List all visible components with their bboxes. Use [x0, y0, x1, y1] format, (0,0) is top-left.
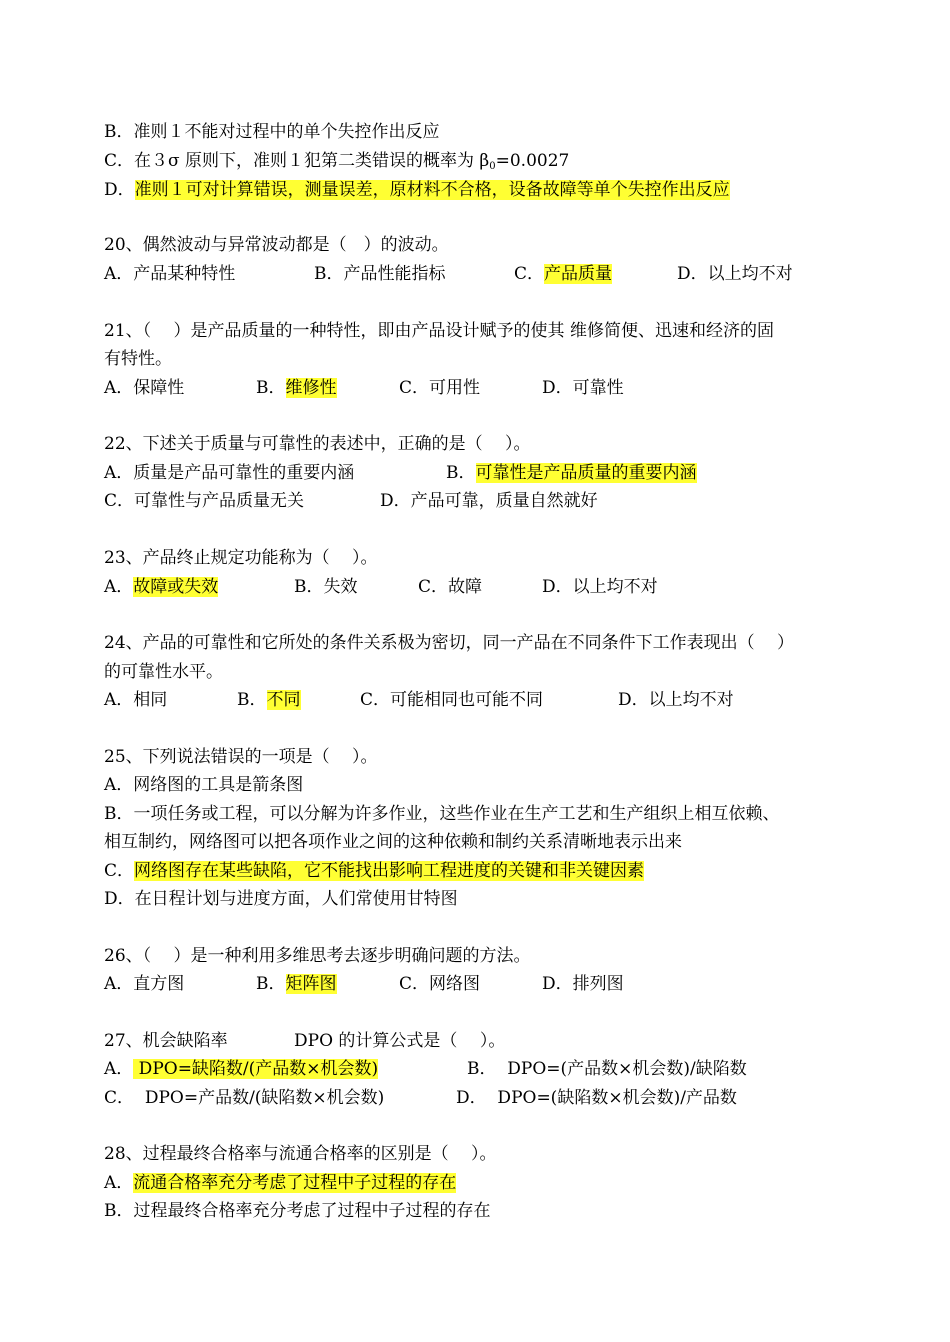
q28-option-b: B．过程最终合格率充分考虑了过程中子过程的存在 [104, 1201, 491, 1221]
answer-highlight: 可靠性是产品质量的重要内涵 [475, 463, 697, 483]
q21-option-a: A．保障性 [104, 378, 185, 398]
q24-option-a: A．相同 [104, 690, 168, 710]
q24-option-c: C．可能相同也可能不同 [360, 690, 544, 710]
q26-option-d: D．排列图 [542, 974, 624, 994]
q21-option-b: B．维修性 [256, 378, 337, 398]
q26-option-a: A．直方图 [104, 974, 185, 994]
answer-highlight: DPO=缺陷数/(产品数×机会数) [133, 1059, 379, 1079]
answer-highlight: 不同 [266, 690, 301, 710]
q25-option-d: D．在日程计划与进度方面，人们常使用甘特图 [104, 889, 458, 909]
q28-option-a: A．流通合格率充分考虑了过程中子过程的存在 [104, 1173, 457, 1193]
q27-option-a: A． DPO=缺陷数/(产品数×机会数) [104, 1059, 379, 1079]
q24-stem-line2: 的可靠性水平。 [104, 662, 223, 682]
q25-option-c: C．网络图存在某些缺陷，它不能找出影响工程进度的关键和非关键因素 [104, 861, 645, 881]
q22-option-b: B．可靠性是产品质量的重要内涵 [446, 463, 697, 483]
q23-option-c: C．故障 [418, 577, 483, 597]
answer-highlight: 故障或失效 [133, 577, 219, 597]
q27-option-c: C． DPO=产品数/(缺陷数×机会数) [104, 1088, 385, 1108]
q20-option-b: B．产品性能指标 [314, 264, 446, 284]
q27-option-b: B． DPO=(产品数×机会数)/缺陷数 [467, 1059, 747, 1079]
q22-stem: 22、下述关于质量与可靠性的表述中，正确的是（ ）。 [104, 434, 531, 454]
q22-option-a: A．质量是产品可靠性的重要内涵 [104, 463, 355, 483]
q19-option-d: D．准则１可对计算错误，测量误差，原材料不合格，设备故障等单个失控作出反应 [104, 180, 730, 200]
answer-highlight: 流通合格率充分考虑了过程中子过程的存在 [133, 1173, 457, 1193]
answer-highlight: 矩阵图 [285, 974, 337, 994]
q23-option-d: D．以上均不对 [542, 577, 658, 597]
q20-option-d: D．以上均不对 [677, 264, 793, 284]
answer-highlight: 产品质量 [544, 264, 613, 284]
q21-option-c: C．可用性 [399, 378, 481, 398]
q20-stem: 20、偶然波动与异常波动都是（ ）的波动。 [104, 235, 449, 255]
q27-stem: 27、机会缺陷率 DPO 的计算公式是（ ）。 [104, 1031, 506, 1051]
q25-option-b-line2: 相互制约，网络图可以把各项作业之间的这种依赖和制约关系清晰地表示出来 [104, 832, 682, 852]
q27-option-d: D． DPO=(缺陷数×机会数)/产品数 [456, 1088, 737, 1108]
q23-option-a: A．故障或失效 [104, 577, 219, 597]
q25-option-a: A．网络图的工具是箭条图 [104, 775, 304, 795]
answer-highlight: 维修性 [285, 378, 337, 398]
q23-option-b: B．失效 [294, 577, 358, 597]
q24-stem-line1: 24、产品的可靠性和它所处的条件关系极为密切，同一产品在不同条件下工作表现出（ ） [104, 633, 795, 653]
q24-option-d: D．以上均不对 [618, 690, 734, 710]
beta-subscript: 0 [489, 161, 496, 172]
q21-option-d: D．可靠性 [542, 378, 624, 398]
q26-option-c: C．网络图 [399, 974, 481, 994]
answer-highlight: 准则１可对计算错误，测量误差，原材料不合格，设备故障等单个失控作出反应 [134, 180, 730, 200]
q22-option-c: C．可靠性与产品质量无关 [104, 491, 305, 511]
q20-option-a: A．产品某种特性 [104, 264, 236, 284]
q22-option-d: D．产品可靠，质量自然就好 [380, 491, 598, 511]
q21-stem-line2: 有特性。 [104, 349, 172, 369]
q24-option-b: B．不同 [237, 690, 301, 710]
q21-stem-line1: 21、（ ）是产品质量的一种特性，即由产品设计赋予的使其 维修简便、迅速和经济的固 [104, 321, 774, 341]
q25-option-b-line1: B．一项任务或工程，可以分解为许多作业，这些作业在生产工艺和生产组织上相互依赖、 [104, 804, 780, 824]
q19-option-b: B．准则１不能对过程中的单个失控作出反应 [104, 122, 440, 142]
q28-stem: 28、过程最终合格率与流通合格率的区别是（ ）。 [104, 1144, 497, 1164]
q26-option-b: B．矩阵图 [256, 974, 337, 994]
answer-highlight: 网络图存在某些缺陷，它不能找出影响工程进度的关键和非关键因素 [134, 861, 645, 881]
q26-stem: 26、（ ）是一种利用多维思考去逐步明确问题的方法。 [104, 946, 531, 966]
q20-option-c: C．产品质量 [514, 264, 613, 284]
q19-option-c: C．在３σ 原则下，准则１犯第二类错误的概率为 $\beta_0=0.0027$ [104, 151, 570, 172]
q25-stem: 25、下列说法错误的一项是（ ）。 [104, 747, 378, 767]
q23-stem: 23、产品终止规定功能称为（ ）。 [104, 548, 378, 568]
